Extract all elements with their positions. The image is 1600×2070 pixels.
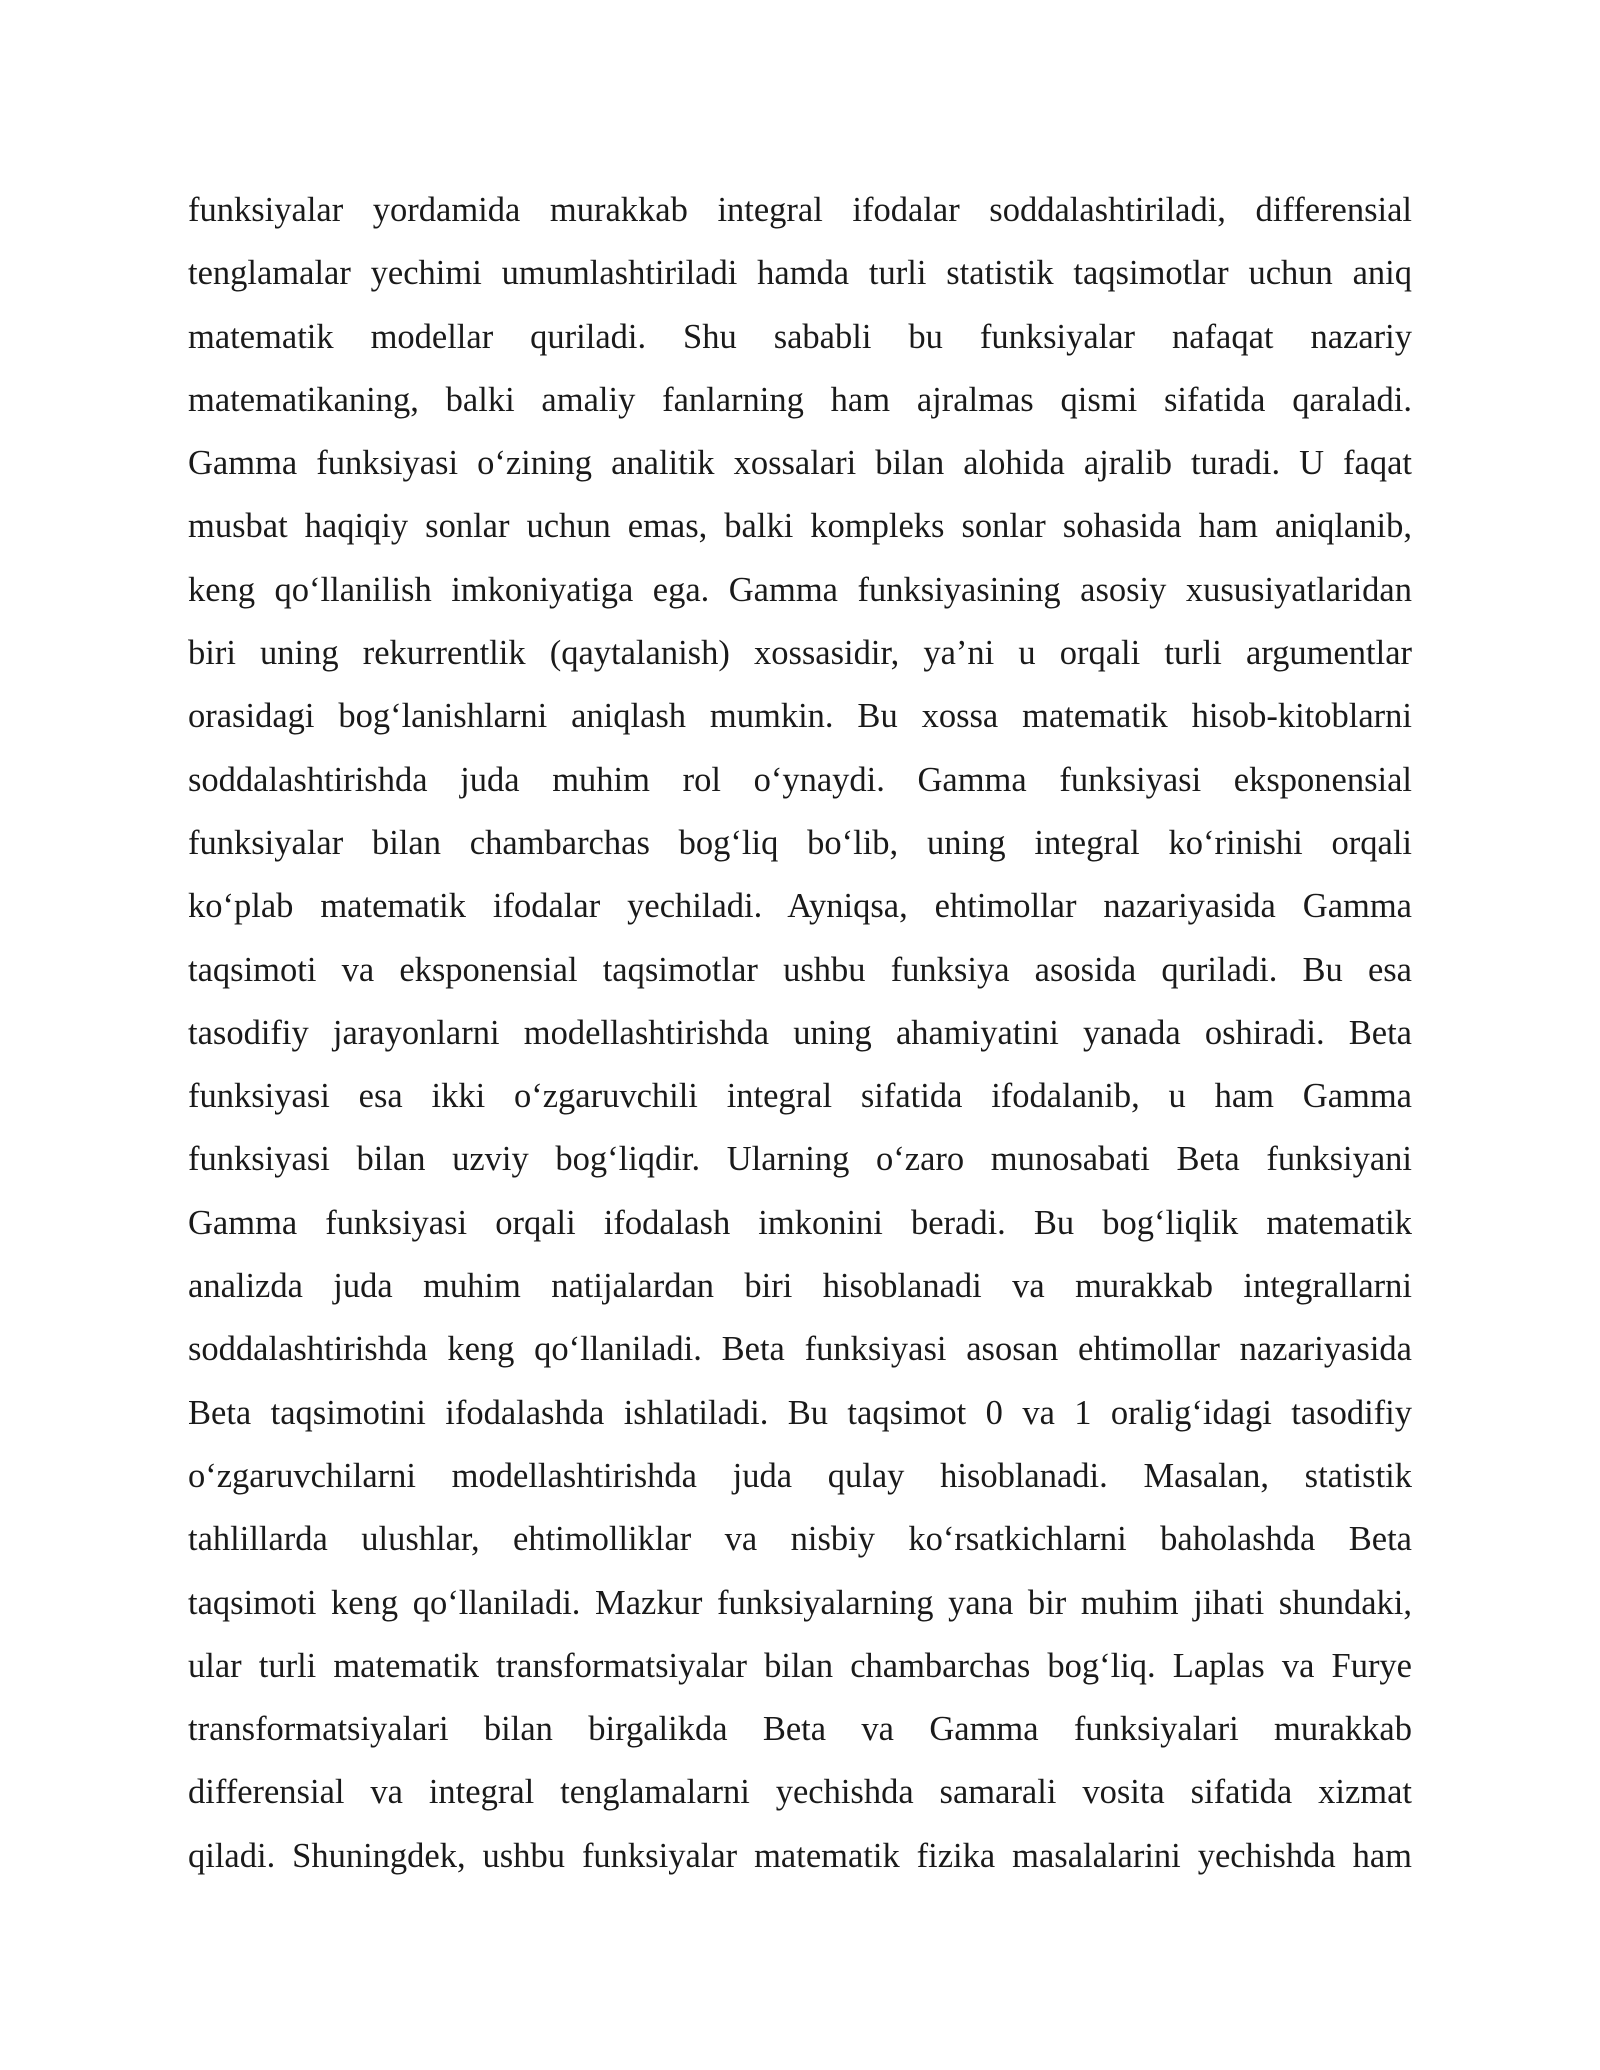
text-line: funksiyasi bilan uzviy bog‘liqdir. Ularning o‘zaro munosabati Beta funksiyani	[188, 1140, 1412, 1179]
text-line: musbat haqiqiy sonlar uchun emas, balki kompleks sonlar sohasida ham aniqlanib,	[188, 507, 1412, 546]
text-line: Beta taqsimotini ifodalashda ishlatiladi. Bu taqsimot 0 va 1 oralig‘idagi tasodifiy	[188, 1393, 1412, 1432]
body-paragraph	[188, 184, 1412, 1893]
text-line: tasodifiy jarayonlarni modellashtirishda uning ahamiyatini yanada oshiradi. Beta	[188, 1013, 1412, 1052]
text-line: transformatsiyalari bilan birgalikda Beta va Gamma funksiyalari murakkab	[188, 1710, 1412, 1749]
text-line: differensial va integral tenglamalarni yechishda samarali vosita sifatida xizmat	[188, 1773, 1412, 1812]
text-line: Gamma funksiyasi orqali ifodalash imkonini beradi. Bu bog‘liqlik matematik	[188, 1203, 1412, 1242]
text-line: keng qo‘llanilish imkoniyatiga ega. Gamma funksiyasining asosiy xususiyatlaridan	[188, 570, 1412, 609]
text-line: taqsimoti va eksponensial taqsimotlar ushbu funksiya asosida quriladi. Bu esa	[188, 950, 1412, 989]
text-line: taqsimoti keng qo‘llaniladi. Mazkur funksiyalarning yana bir muhim jihati shundaki,	[188, 1583, 1412, 1622]
text-line: matematik modellar quriladi. Shu sababli bu funksiyalar nafaqat nazariy	[188, 317, 1412, 356]
text-line: Gamma funksiyasi o‘zining analitik xossalari bilan alohida ajralib turadi. U faqat	[188, 444, 1412, 483]
text-line: tahlillarda ulushlar, ehtimolliklar va nisbiy ko‘rsatkichlarni baholashda Beta	[188, 1520, 1412, 1559]
text-line: soddalashtirishda juda muhim rol o‘ynaydi. Gamma funksiyasi eksponensial	[188, 760, 1412, 799]
text-line: funksiyalar bilan chambarchas bog‘liq bo‘lib, uning integral ko‘rinishi orqali	[188, 823, 1412, 862]
text-line: qiladi. Shuningdek, ushbu funksiyalar matematik fizika masalalarini yechishda ham	[188, 1836, 1412, 1875]
text-line: ko‘plab matematik ifodalar yechiladi. Ayniqsa, ehtimollar nazariyasida Gamma	[188, 887, 1412, 926]
text-line: biri uning rekurrentlik (qaytalanish) xossasidir, ya’ni u orqali turli argumentlar	[188, 634, 1412, 673]
text-line: tenglamalar yechimi umumlashtiriladi hamda turli statistik taqsimotlar uchun aniq	[188, 254, 1412, 293]
text-line: orasidagi bog‘lanishlarni aniqlash mumkin. Bu xossa matematik hisob-kitoblarni	[188, 697, 1412, 736]
text-line: funksiyasi esa ikki o‘zgaruvchili integral sifatida ifodalanib, u ham Gamma	[188, 1077, 1412, 1116]
text-line: analizda juda muhim natijalardan biri hisoblanadi va murakkab integrallarni	[188, 1267, 1412, 1306]
text-line: soddalashtirishda keng qo‘llaniladi. Beta funksiyasi asosan ehtimollar nazariyasida	[188, 1330, 1412, 1369]
text-line: funksiyalar yordamida murakkab integral ifodalar soddalashtiriladi, differensial	[188, 191, 1412, 229]
text-line: ular turli matematik transformatsiyalar bilan chambarchas bog‘liq. Laplas va Furye	[188, 1646, 1412, 1685]
text-line: o‘zgaruvchilarni modellashtirishda juda qulay hisoblanadi. Masalan, statistik	[188, 1456, 1412, 1495]
text-line: matematikaning, balki amaliy fanlarning ham ajralmas qismi sifatida qaraladi.	[188, 380, 1412, 419]
